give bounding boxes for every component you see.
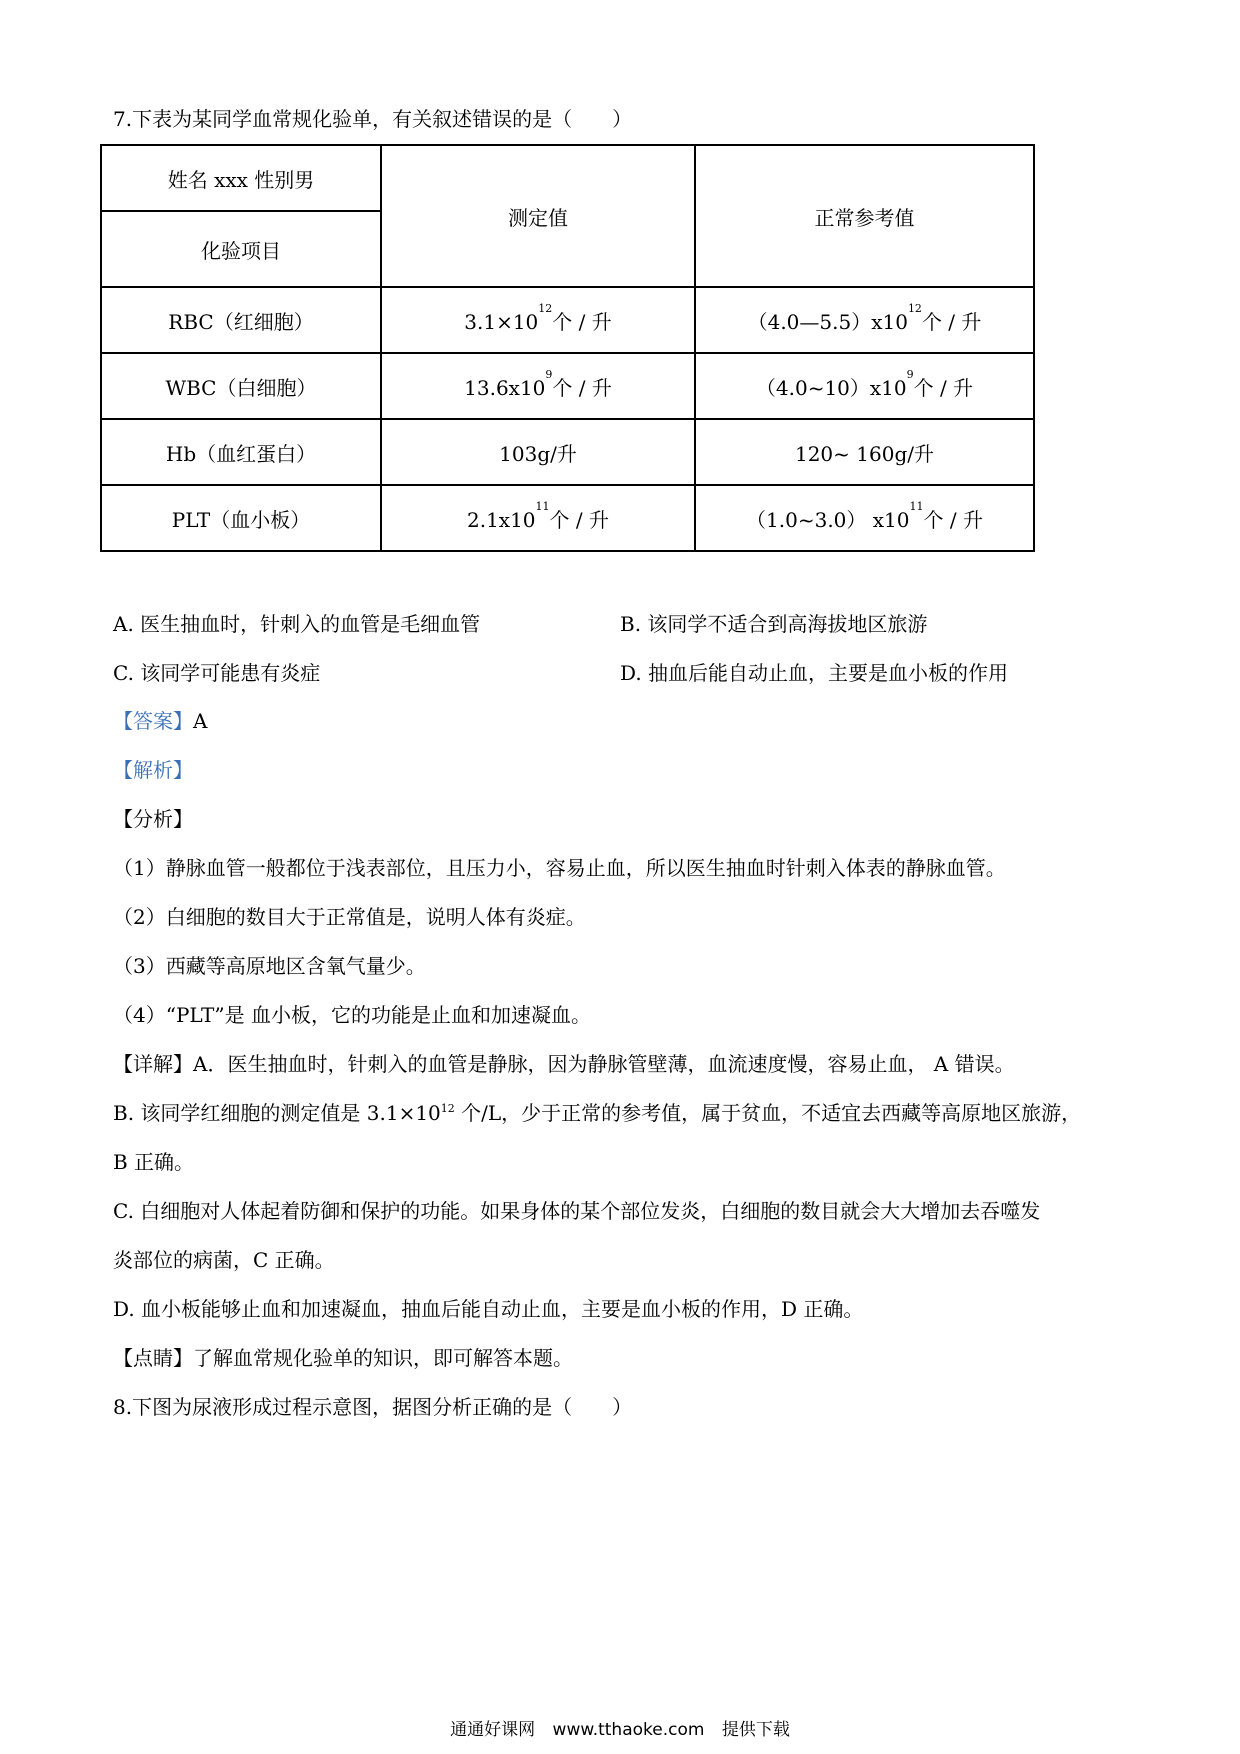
answer-line xyxy=(113,707,207,735)
detail-line-1: 【详解】A．医生抽血时，针刺入的血管是静脉，因为静脉管壁薄，血流速度慢，容易止血， A 错误。 xyxy=(113,1052,1015,1076)
detail-line-4: C. 白细胞对人体起着防御和保护的功能。如果身体的某个部位发炎，白细胞的数目就会大大增加去吞噬发 xyxy=(113,1199,1041,1223)
option-a: A. 医生抽血时，针刺入的血管是毛细血管 xyxy=(113,612,481,636)
analysis-point-4: （4）“PLT”是 血小板，它的功能是止血和加速凝血。 xyxy=(113,1003,591,1027)
item-name: WBC（白细胞） xyxy=(101,353,381,419)
detail-line-5: 炎部位的病菌，C 正确。 xyxy=(113,1248,335,1272)
measured-value: $3.1\times 10^{12}$个 / 升 xyxy=(381,287,695,353)
analysis-point-3: （3）西藏等高原地区含氧气量少。 xyxy=(113,954,426,978)
table-row xyxy=(101,353,1034,419)
measured-value: $2.1x10^{11}$个 / 升 xyxy=(381,485,695,551)
option-d: D. 抽血后能自动止血，主要是血小板的作用 xyxy=(620,661,1009,685)
fenxi-label: 【分析】 xyxy=(113,807,193,831)
measured-value: $13.6x10^9$个 / 升 xyxy=(381,353,695,419)
table-row xyxy=(101,485,1034,551)
name-gender-cell: 姓名 xxx 性别男 xyxy=(101,145,381,211)
question-8-title: 8.下图为尿液形成过程示意图，据图分析正确的是（ ） xyxy=(113,1395,633,1419)
measured-header: 测定值 xyxy=(381,145,695,287)
detail-line-3: B 正确。 xyxy=(113,1150,195,1174)
detail-line-6: D. 血小板能够止血和加速凝血，抽血后能自动止血，主要是血小板的作用，D 正确。 xyxy=(113,1297,864,1321)
table-row xyxy=(101,419,1034,485)
item-name: PLT（血小板） xyxy=(101,485,381,551)
analysis-point-2: （2）白细胞的数目大于正常值是，说明人体有炎症。 xyxy=(113,905,586,929)
reference-value: （1.0~3.0） $x10^{11}$个 / 升 xyxy=(695,485,1034,551)
option-c: C. 该同学可能患有炎症 xyxy=(113,661,321,685)
page-footer xyxy=(0,1716,1240,1744)
measured-value: 103g/升 xyxy=(381,419,695,485)
item-name: RBC（红细胞） xyxy=(101,287,381,353)
reference-value: 120~ 160g/升 xyxy=(695,419,1034,485)
reference-value: $(4.0—5.5)x10^{12}$个 / 升 xyxy=(695,287,1034,353)
jiexi-label: 【解析】 xyxy=(113,758,193,782)
detail-label: 【详解】 xyxy=(113,1052,193,1076)
detail-line-2: B. 该同学红细胞的测定值是 $3.1\times 10^{12}$ 个/L，少于正常的参考值，属于贫血，不适宜去西藏等高原地区旅游， xyxy=(113,1101,1082,1125)
analysis-point-1: （1）静脉血管一般都位于浅表部位，且压力小，容易止血，所以医生抽血时针刺入体表的静脉血管。 xyxy=(113,856,1006,880)
dianjing-line: 【点睛】了解血常规化验单的知识，即可解答本题。 xyxy=(113,1346,573,1370)
reference-header: 正常参考值 xyxy=(695,145,1034,287)
answer-label: 【答案】 xyxy=(113,709,193,733)
question-7-title: 7.下表为某同学血常规化验单，有关叙述错误的是（ ） xyxy=(113,107,633,131)
footer-url[interactable]: www.tthaoke.com xyxy=(552,1720,705,1740)
item-name: Hb（血红蛋白） xyxy=(101,419,381,485)
answer-value: A xyxy=(193,709,208,733)
blood-test-table xyxy=(100,144,1035,552)
option-b: B. 该同学不适合到高海拔地区旅游 xyxy=(620,612,928,636)
item-header: 化验项目 xyxy=(101,211,381,287)
table-row xyxy=(101,287,1034,353)
reference-value: $(4.0\sim 10)x10^9$个 / 升 xyxy=(695,353,1034,419)
footer-site-name: 通通好课网 xyxy=(450,1720,536,1740)
footer-tail: 提供下载 xyxy=(721,1720,790,1740)
